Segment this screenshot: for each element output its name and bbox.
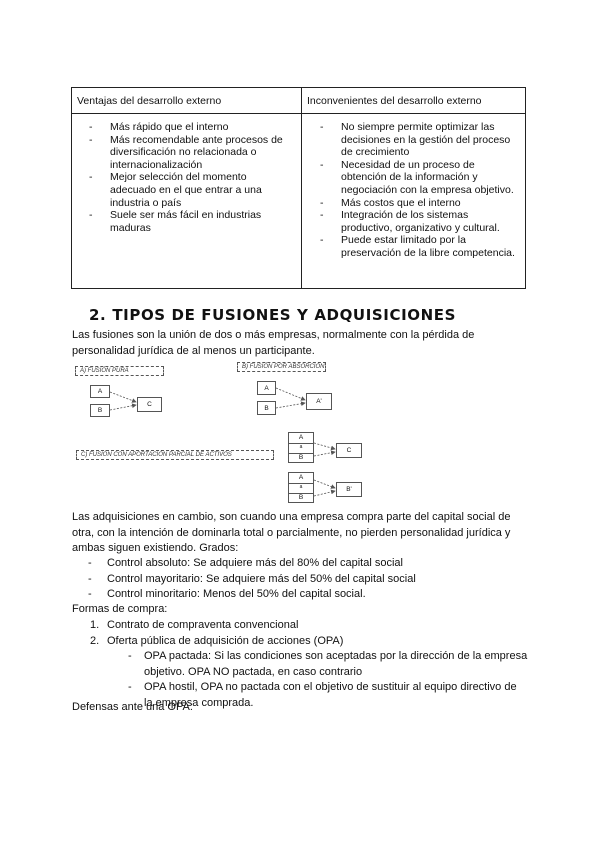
formas-title: Formas de compra:	[72, 603, 168, 615]
list-item: - Más recomendable ante procesos de diversificación no relacionada o internacionalización	[85, 134, 285, 172]
diagram-c2-box-b: B	[289, 493, 313, 501]
list-item: 1. Contrato de compraventa convencional	[90, 619, 299, 631]
defensas-title: Defensas ante una OPA:	[72, 701, 193, 713]
formas-list	[90, 618, 343, 649]
grado-text: Control minoritario: Menos del 50% del capital social.	[107, 588, 366, 601]
diagram-c-group-1	[288, 432, 314, 463]
diagram-c-box-a-sub: a	[289, 443, 313, 450]
diagram-b-box-b: B	[257, 401, 276, 415]
table-header-inconvenientes: Inconvenientes del desarrollo externo	[307, 95, 482, 107]
forma-text: Contrato de compraventa convencional	[107, 619, 299, 631]
opa-text: OPA hostil, OPA no pactada con el objetivo de sustituir al equipo directivo de la empresa comprada.	[144, 681, 517, 709]
diagram-c-box-b: B	[289, 453, 313, 461]
adquisiciones-text: Las adquisiciones en cambio, son cuando una empresa compra parte del capital social de otra, con la intención de dominarla total o parcialmente, no pierden personalidad jurídica y ambas siguen existiendo. Grados:	[72, 511, 511, 555]
list-item: - Control mayoritario: Se adquiere más del 50% del capital social	[88, 572, 416, 585]
diagram-a-box-b: B	[90, 404, 110, 417]
list-item: - Puede estar limitado por la preservación de la libre competencia.	[316, 234, 516, 259]
list-item: 2. Oferta pública de adquisición de acciones (OPA)	[90, 634, 344, 647]
list-item: - Integración de los sistemas productivo, organizativo y cultural.	[316, 209, 516, 234]
list-item: - Mejor selección del momento adecuado en el que entrar a una industria o país	[85, 171, 285, 209]
list-item: - Más rápido que el interno	[85, 121, 285, 134]
diagram-b-box-a-prime: A'	[306, 393, 332, 410]
list-item: - Control minoritario: Menos del 50% del capital social.	[88, 588, 366, 601]
grados-list	[88, 556, 416, 603]
diagram-a-box-c: C	[137, 397, 162, 412]
list-item: - No siempre permite optimizar las decisiones en la gestión del proceso de crecimiento	[316, 121, 516, 159]
table-header-ventajas: Ventajas del desarrollo externo	[77, 95, 222, 107]
diagram-b-label: B) FUSIÓN POR ABSORCIÓN	[237, 362, 326, 372]
diagram-c-label: C) FUSIÓN CON APORTACIÓN PARCIAL DE ACTIVOS	[76, 450, 274, 460]
opa-text: OPA pactada: Si las condiciones son aceptadas por la dirección de la empresa objetivo. OPA NO pactada, en caso contrario	[144, 650, 528, 678]
diagram-b-box-a: A	[257, 381, 276, 395]
diagram-c2-box-a: A	[298, 474, 304, 482]
list-item: - OPA pactada: Si las condiciones son aceptadas por la dirección de la empresa objetivo. OPA NO pactada, en caso contrario	[128, 650, 528, 678]
section-title: TIPOS DE FUSIONES Y ADQUISICIONES	[112, 306, 457, 324]
list-item: - Necesidad de un proceso de obtención de la información y negociación con la empresa objetivo.	[316, 159, 516, 197]
diagram-a-box-a: A	[90, 385, 110, 398]
diagram-c-box-a: A	[298, 434, 304, 442]
diagram-c-group-2	[288, 472, 314, 503]
list-item: - Suele ser más fácil en industrias maduras	[85, 209, 285, 234]
grado-text: Control mayoritario: Se adquiere más del 50% del capital social	[107, 572, 416, 585]
section-number: 2.	[89, 306, 107, 324]
grado-text: Control absoluto: Se adquiere más del 80% del capital social	[107, 557, 403, 569]
list-item: - Control absoluto: Se adquiere más del 80% del capital social	[88, 557, 403, 569]
forma-text: Oferta pública de adquisición de acciones (OPA)	[107, 634, 344, 647]
diagram-a-label: A) FUSIÓN PURA	[75, 366, 164, 376]
diagram-c2-box-a-sub: a	[289, 483, 313, 490]
list-item: - OPA hostil, OPA no pactada con el objetivo de sustituir al equipo directivo de la empresa comprada.	[128, 681, 517, 709]
list-item: - Más costos que el interno	[316, 197, 516, 210]
diagram-c-box-b-prime: B'	[336, 482, 362, 497]
diagram-c-box-c: C	[336, 443, 362, 458]
fusiones-intro: Las fusiones son la unión de dos o más empresas, normalmente con la pérdida de personalidad jurídica de al menos un participante.	[72, 329, 475, 357]
